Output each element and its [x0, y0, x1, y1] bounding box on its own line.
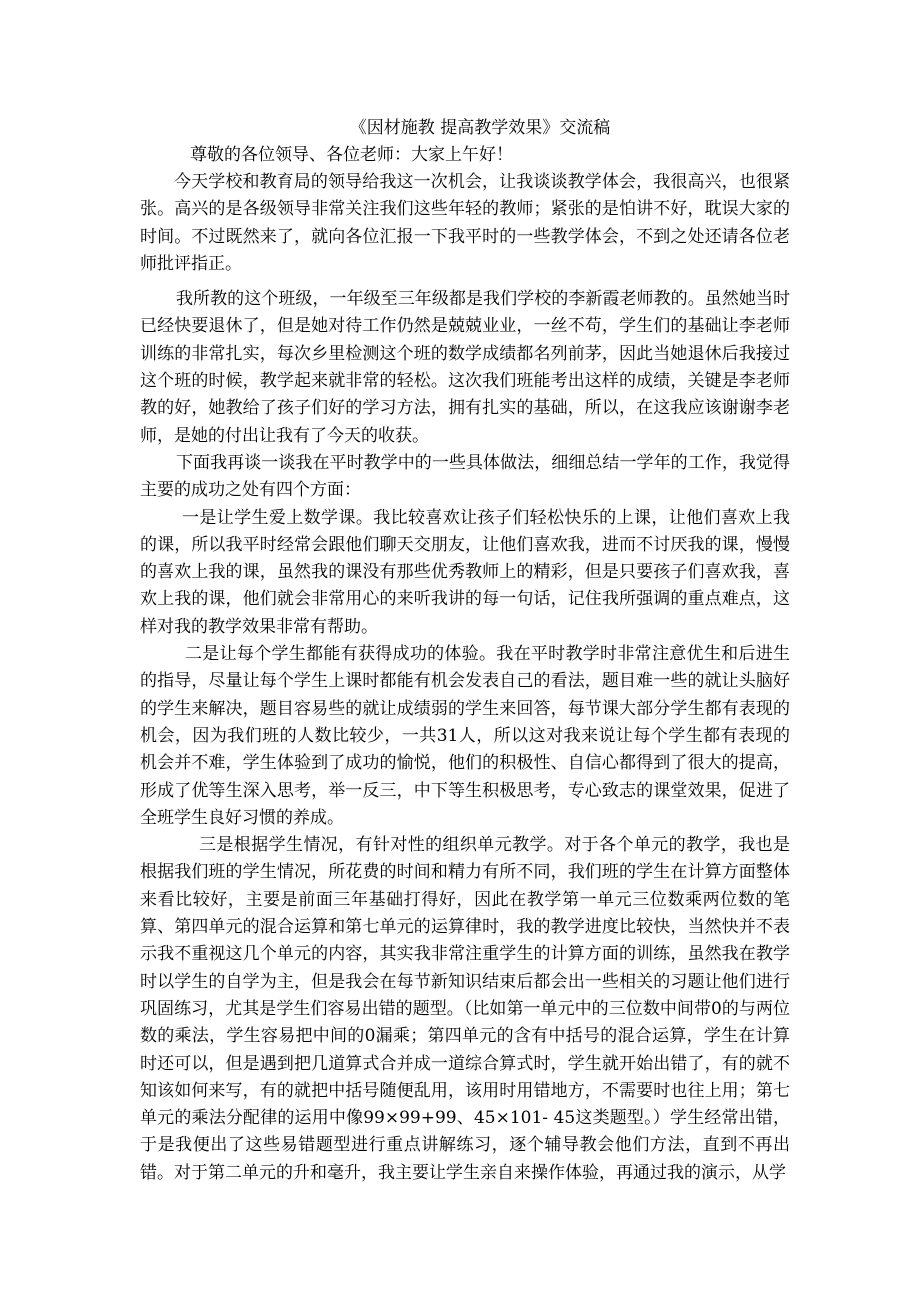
paragraph-point-two: 二是让每个学生都能有获得成功的体验。我在平时教学时非常注意优生和后进生的指导，尽量让每个学生上课时都能有机会发表自己的看法，题目难一些的就让头脑好的学生来解决，题目容易些的就让成绩弱的学生来回答，每节课大部分学生都有表现的机会，因为我们班的人数比较少，一共31人，所以这对我来说让每个学生都有表现的机会并不难，学生体验到了成功的愉悦，他们的积极性、自信心都得到了很大的提高，形成了优等生深入思考，举一反三，中下等生积极思考，专心致志的课堂效果，促进了全班学生良好习惯的养成。: [140, 644, 790, 828]
paragraph-point-three: 三是根据学生情况，有针对性的组织单元教学。对于各个单元的教学，我也是根据我们班的学生情况，所花费的时间和精力有所不同，我们班的学生在计算方面整体来看比较好，主要是前面三年基础打得好，因此在教学第一单元三位数乘两位数的笔算、第四单元的混合运算和第七单元的运算律时，我的教学进度比较快，当然快并不表示我不重视这几个单元的内容，其实我非常注重学生的计算方面的训练，虽然我在教学时以学生的自学为主，但是我会在每节新知识结束后都会出一些相关的习题让他们进行巩固练习，尤其是学生们容易出错的题型。（比如第一单元中的三位数中间带0的与两位数的乘法，学生容易把中间的0漏乘；第四单元的含有中括号的混合运算，学生在计算时还可以，但是遇到把几道算式合并成一道综合算式时，学生就开始出错了，有的就不知该如何来写，有的就把中括号随便乱用，该用时用错地方，不需要时也往上用；第七单元的乘法分配律的运用中像99×99+99、45×101- 45这类题型。）学生经常出错，于是我便出了这些易错题型进行重点讲解练习，逐个辅导教会他们方法，直到不再出错。对于第二单元的升和毫升，我主要让学生亲自来操作体验，再通过我的演示，从学: [140, 835, 790, 1183]
greeting-line: 尊敬的各位领导、各位老师：大家上午好！: [190, 145, 513, 165]
paragraph-intro: 今天学校和教育局的领导给我这一次机会，让我谈谈教学体会，我很高兴，也很紧张。高兴的是各级领导非常关注我们这些年轻的教师；紧张的是怕讲不好，耽误大家的时间。不过既然来了，就向各位汇报一下我平时的一些教学体会，不到之处还请各位老师批评指正。: [140, 172, 790, 274]
document-title: 《因材施教 提高教学效果》交流稿: [349, 118, 611, 138]
paragraph-overview: 下面我再谈一谈我在平时教学中的一些具体做法，细细总结一学年的工作，我觉得主要的成功之处有四个方面：: [140, 452, 790, 501]
paragraph-point-one: 一是让学生爱上数学课。我比较喜欢让孩子们轻松快乐的上课，让他们喜欢上我的课，所以我平时经常会跟他们聊天交朋友，让他们喜欢我，进而不讨厌我的课，慢慢的喜欢上我的课，虽然我的课没有那些优秀教师上的精彩，但是只要孩子们喜欢我，喜欢上我的课，他们就会非常用心的来听我讲的每一句话，记住我所强调的重点难点，这样对我的教学效果非常有帮助。: [140, 507, 790, 637]
document-page: [140, 114, 790, 1187]
paragraph-class-background: 我所教的这个班级，一年级至三年级都是我们学校的李新霞老师教的。虽然她当时已经快要退休了，但是她对待工作仍然是兢兢业业，一丝不苟，学生们的基础让李老师训练的非常扎实，每次乡里检测这个班的数学成绩都名列前茅，因此当她退休后我接过这个班的时候，教学起来就非常的轻松。这次我们班能考出这样的成绩，关键是李老师教的好，她教给了孩子们好的学习方法，拥有扎实的基础，所以，在这我应该谢谢李老师，是她的付出让我有了今天的收获。: [140, 289, 790, 446]
